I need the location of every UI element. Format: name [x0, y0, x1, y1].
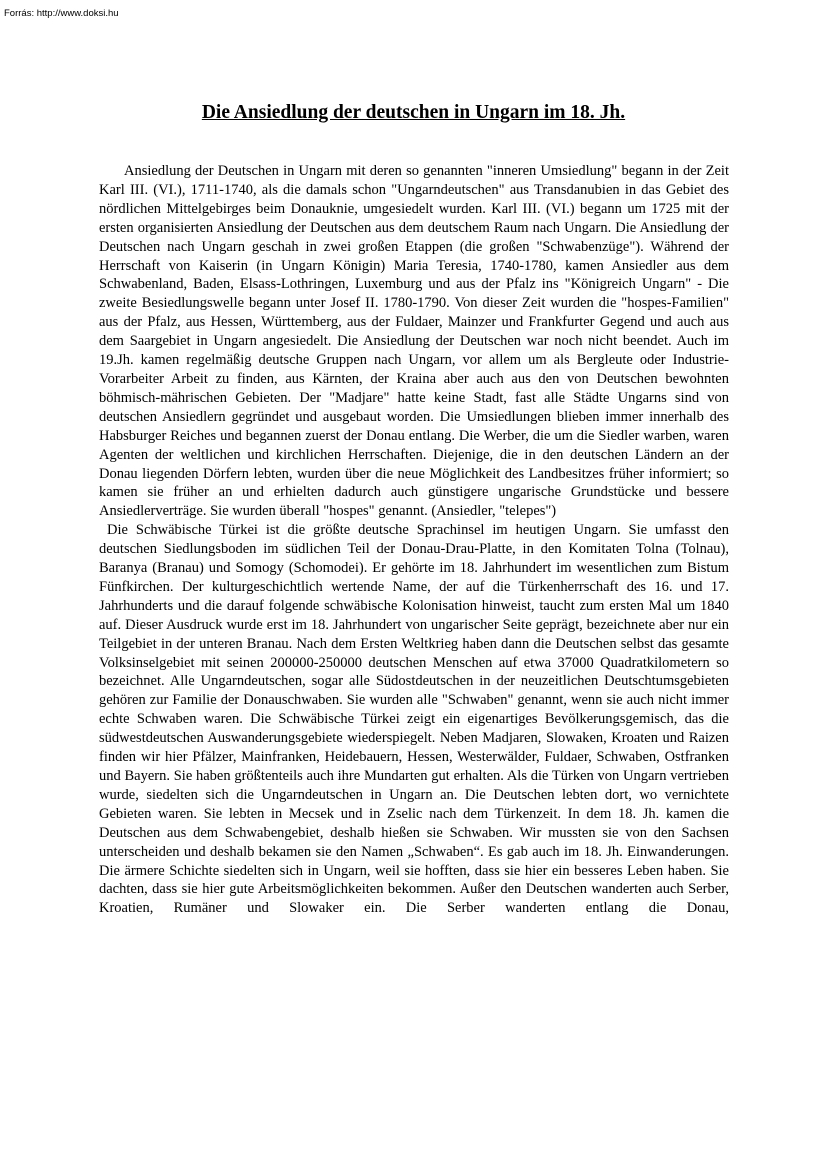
paragraph-1: Ansiedlung der Deutschen in Ungarn mit deren so genannten "inneren Umsiedlung" begann in der Zeit Karl III. (VI.), 1711-1740, als die damals schon "Ungarndeutschen" aus Transdanubien in das Gebiet des nördlichen Mittelgebirges beim Donauknie, umgesiedelt wurden. Karl III. (VI.) begann um 1725 mit der ersten organisierten Ansiedlung der Deutschen aus dem deutschem Raum nach Ungarn. Die Ansiedlung der Deutschen nach Ungarn geschah in zwei großen Etappen (die großen "Schwabenzüge"). Während der Herrschaft von Kaiserin (in Ungarn Königin) Maria Teresia, 1740-1780, kamen Ansiedler aus dem Schwabenland, Baden, Elsass-Lothringen, Luxemburg und aus der Pfalz ins "Königreich Ungarn" - Die zweite Besiedlungswelle begann unter Josef II. 1780-1790. Von dieser Zeit wurden die "hospes-Familien" aus der Pfalz, aus Hessen, Württemberg, aus der Fuldaer, Mainzer und Frankfurter Gegend und auch aus dem Saargebiet in Ungarn angesiedelt. Die Ansiedlung der Deutschen war noch nicht beendet. Auch im 19.Jh. kamen regelmäßig deutsche Gruppen nach Ungarn, vor allem um als Bergleute oder Industrie- Vorarbeiter Arbeit zu finden, aus Kärnten, der Kraina aber auch aus den von Deutschen bewohnten böhmisch-mährischen Gebieten. Der "Madjare" hatte keine Stadt, fast alle Städte Ungarns sind von deutschen Ansiedlern gegründet und ausgebaut worden. Die Umsiedlungen blieben immer innerhalb des Habsburger Reiches und begannen zuerst der Donau entlang. Die Werber, die um die Siedler warben, waren Agenten der weltlichen und kirchlichen Herrschaften. Diejenige, die in den deutschen Ländern an der Donau liegenden Dörfern lebten, wurden über die neue Möglichkeit des Landbesitzes früher informiert; so kamen sie früher an und erhielten dadurch auch günstigere ungarische Grundstücke und bessere Ansiedlerverträge. Sie wurden überall "hospes" genannt. (Ansiedler, "telepes") [99, 163, 729, 520]
article-body [99, 162, 729, 918]
source-note: Forrás: http://www.doksi.hu [4, 8, 119, 19]
paragraph-2: Die Schwäbische Türkei ist die größte deutsche Sprachinsel im heutigen Ungarn. Sie umfasst den deutschen Siedlungsboden im südlichen Teil der Donau-Drau-Platte, in den Komitaten Tolna (Tolnau), Baranya (Branau) und Somogy (Schomodei). Er gehörte im 18. Jahrhundert im wesentlichen zum Bistum Fünfkirchen. Der kulturgeschichtlich wertende Name, der auf die Türkenherrschaft des 16. und 17. Jahrhunderts und die darauf folgende schwäbische Kolonisation hinweist, taucht zum ersten Mal um 1840 auf. Dieser Ausdruck wurde erst im 18. Jahrhundert von ungarischer Seite geprägt, bezeichnete aber nur ein Teilgebiet in der unteren Branau. Nach dem Ersten Weltkrieg haben dann die Deutschen selbst das gesamte Volksinselgebiet mit seinen 200000-250000 deutschen Menschen auf etwa 37000 Quadratkilometern so bezeichnet. Alle Ungarndeutschen, sogar alle Südostdeutschen in der neuzeitlichen Deutschtumsgebieten gehören zur Familie der Donauschwaben. Sie wurden alle "Schwaben" genannt, wenn sie auch nicht immer echte Schwaben waren. Die Schwäbische Türkei zeigt ein eigenartiges Bevölkerungsgemisch, das die südwestdeutschen Auswanderungsgebiete wiederspiegelt. Neben Madjaren, Slowaken, Kroaten und Raizen finden wir hier Pfälzer, Mainfranken, Heidebauern, Hessen, Westerwälder, Fuldaer, Schwaben, Ostfranken und Bayern. Sie haben größtenteils auch ihre Mundarten gut erhalten. Als die Türken von Ungarn vertrieben wurde, siedelten sich die Ungarndeutschen in Ungarn an. Die Deutschen lebten dort, wo vernichtete Gebieten waren. Sie lebten in Mecsek und in Zselic nach dem Türkenzeit. In dem 18. Jh. kamen die Deutschen aus dem Schwabengebiet, deshalb hießen sie Schwaben. Wir mussten sie von den Sachsen unterscheiden und deshalb bekamen sie den Namen „Schwaben“. Es gab auch im 18. Jh. Einwanderungen. Die ärmere Schichte siedelten sich in Ungarn, weil sie hofften, dass sie hier ein besseres Leben haben. Sie dachten, dass sie hier gute Arbeitsmöglichkeiten bekommen. Außer den Deutschen wanderten auch Serber, Kroatien, Rumäner und Slowaker ein. Die Serber wanderten entlang die Donau, [99, 522, 729, 917]
page-title: Die Ansiedlung der deutschen in Ungarn im 18. Jh. [201, 102, 626, 123]
